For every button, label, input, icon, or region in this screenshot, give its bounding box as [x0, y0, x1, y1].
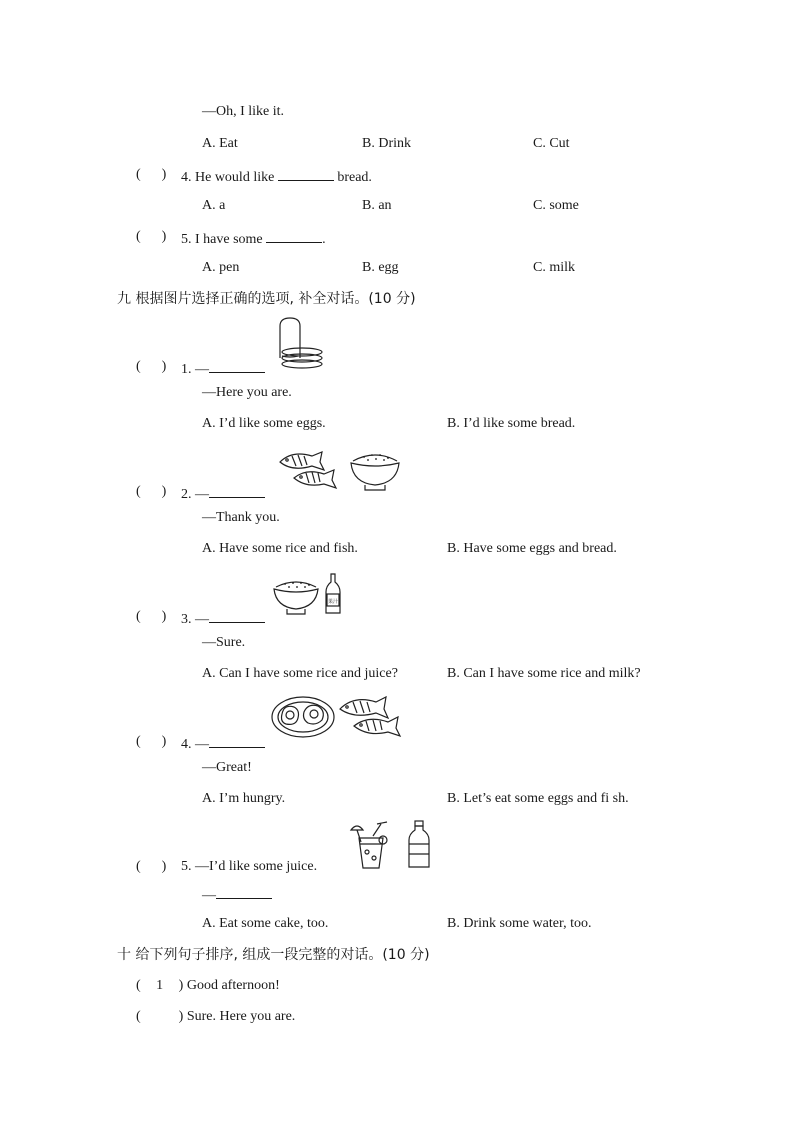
- q4-text-before: He would like: [195, 170, 275, 185]
- order-line-1-paren-close: ): [178, 978, 184, 993]
- q5-answer-paren[interactable]: ( ): [136, 229, 167, 244]
- item3-answer-paren[interactable]: ( ): [136, 609, 167, 624]
- juice-glass-icon: [347, 820, 395, 872]
- q4-text-after: bread.: [337, 170, 372, 185]
- section10-heading: 十 给下列句子排序, 组成一段完整的对话。(10 分): [117, 947, 430, 963]
- item4-prompt: [181, 733, 265, 754]
- item1-prompt: [181, 358, 265, 379]
- item5-option-b[interactable]: B. Drink some water, too.: [447, 916, 592, 931]
- q5-text-after: .: [322, 232, 326, 247]
- item5-response-dash: —: [202, 888, 216, 903]
- q3-option-a[interactable]: A. Eat: [202, 136, 238, 151]
- item4-blank[interactable]: [209, 733, 265, 748]
- item5-answer-paren[interactable]: ( ): [136, 859, 167, 874]
- item1-option-a[interactable]: A. I’d like some eggs.: [202, 416, 326, 431]
- q4-question: [181, 166, 372, 187]
- item1-number: 1. —: [181, 362, 209, 377]
- item5-blank[interactable]: [216, 884, 272, 899]
- q4-answer-paren[interactable]: ( ): [136, 167, 167, 182]
- rice-bowl-icon: [349, 445, 401, 493]
- item1-option-b[interactable]: B. I’d like some bread.: [447, 416, 576, 431]
- q5-option-c[interactable]: C. milk: [533, 260, 576, 275]
- order-line-2-text: Sure. Here you are.: [186, 1009, 296, 1024]
- item4-option-a[interactable]: A. I’m hungry.: [202, 791, 286, 806]
- q5-option-a[interactable]: A. pen: [202, 260, 240, 275]
- order-line-2-paren-close: ): [178, 1009, 184, 1024]
- q5-text-before: I have some: [195, 232, 263, 247]
- item3-blank[interactable]: [209, 608, 265, 623]
- order-line-1-answer[interactable]: 1: [156, 978, 164, 993]
- item2-prompt: [181, 483, 265, 504]
- order-line-1-paren-open: (: [136, 978, 141, 993]
- item1-blank[interactable]: [209, 358, 265, 373]
- item5-response: [202, 884, 272, 905]
- item1-response: —Here you are.: [202, 385, 292, 400]
- item2-option-b[interactable]: B. Have some eggs and bread.: [447, 541, 617, 556]
- item4-answer-paren[interactable]: ( ): [136, 734, 167, 749]
- q3-option-b[interactable]: B. Drink: [362, 136, 411, 151]
- q5-number: 5.: [181, 232, 192, 247]
- item4-option-b[interactable]: B. Let’s eat some eggs and fi sh.: [447, 791, 629, 806]
- q4-option-a[interactable]: A. a: [202, 198, 226, 213]
- eggs-plate-icon: [270, 694, 336, 740]
- q5-question: [181, 228, 326, 249]
- item2-number: 2. —: [181, 487, 209, 502]
- item5-option-a[interactable]: A. Eat some cake, too.: [202, 916, 329, 931]
- item2-response: —Thank you.: [202, 510, 280, 525]
- item3-prompt: [181, 608, 265, 629]
- item4-response: —Great!: [202, 760, 252, 775]
- fish-icon: [278, 446, 342, 492]
- q4-option-c[interactable]: C. some: [533, 198, 579, 213]
- q5-blank[interactable]: [266, 228, 322, 243]
- item3-response: —Sure.: [202, 635, 246, 650]
- item5-prompt: 5. —I’d like some juice.: [181, 859, 318, 874]
- item4-number: 4. —: [181, 737, 209, 752]
- order-line-2: [136, 1008, 295, 1026]
- rice-bowl-icon: [272, 575, 320, 617]
- order-line-1-text: Good afternoon!: [186, 978, 280, 993]
- q4-option-b[interactable]: B. an: [362, 198, 392, 213]
- item2-option-a[interactable]: A. Have some rice and fish.: [202, 541, 358, 556]
- water-bottle-icon: [406, 820, 432, 870]
- item2-answer-paren[interactable]: ( ): [136, 484, 167, 499]
- item1-answer-paren[interactable]: ( ): [136, 359, 167, 374]
- q4-number: 4.: [181, 170, 192, 185]
- juice-bottle-label: 果汁: [327, 599, 339, 605]
- q3-response: —Oh, I like it.: [202, 104, 285, 119]
- order-line-2-paren-open: (: [136, 1009, 141, 1024]
- item2-blank[interactable]: [209, 483, 265, 498]
- item3-option-a[interactable]: A. Can I have some rice and juice?: [202, 666, 398, 681]
- q3-option-c[interactable]: C. Cut: [533, 136, 570, 151]
- item3-option-b[interactable]: B. Can I have some rice and milk?: [447, 666, 641, 681]
- item3-number: 3. —: [181, 612, 209, 627]
- section9-heading: 九 根据图片选择正确的选项, 补全对话。(10 分): [117, 291, 416, 307]
- bread-icon: [270, 316, 326, 374]
- order-line-1: [136, 977, 280, 995]
- juice-bottle-icon: [323, 572, 343, 616]
- fish-icon: [338, 691, 408, 741]
- q5-option-b[interactable]: B. egg: [362, 260, 399, 275]
- q4-blank[interactable]: [278, 166, 334, 181]
